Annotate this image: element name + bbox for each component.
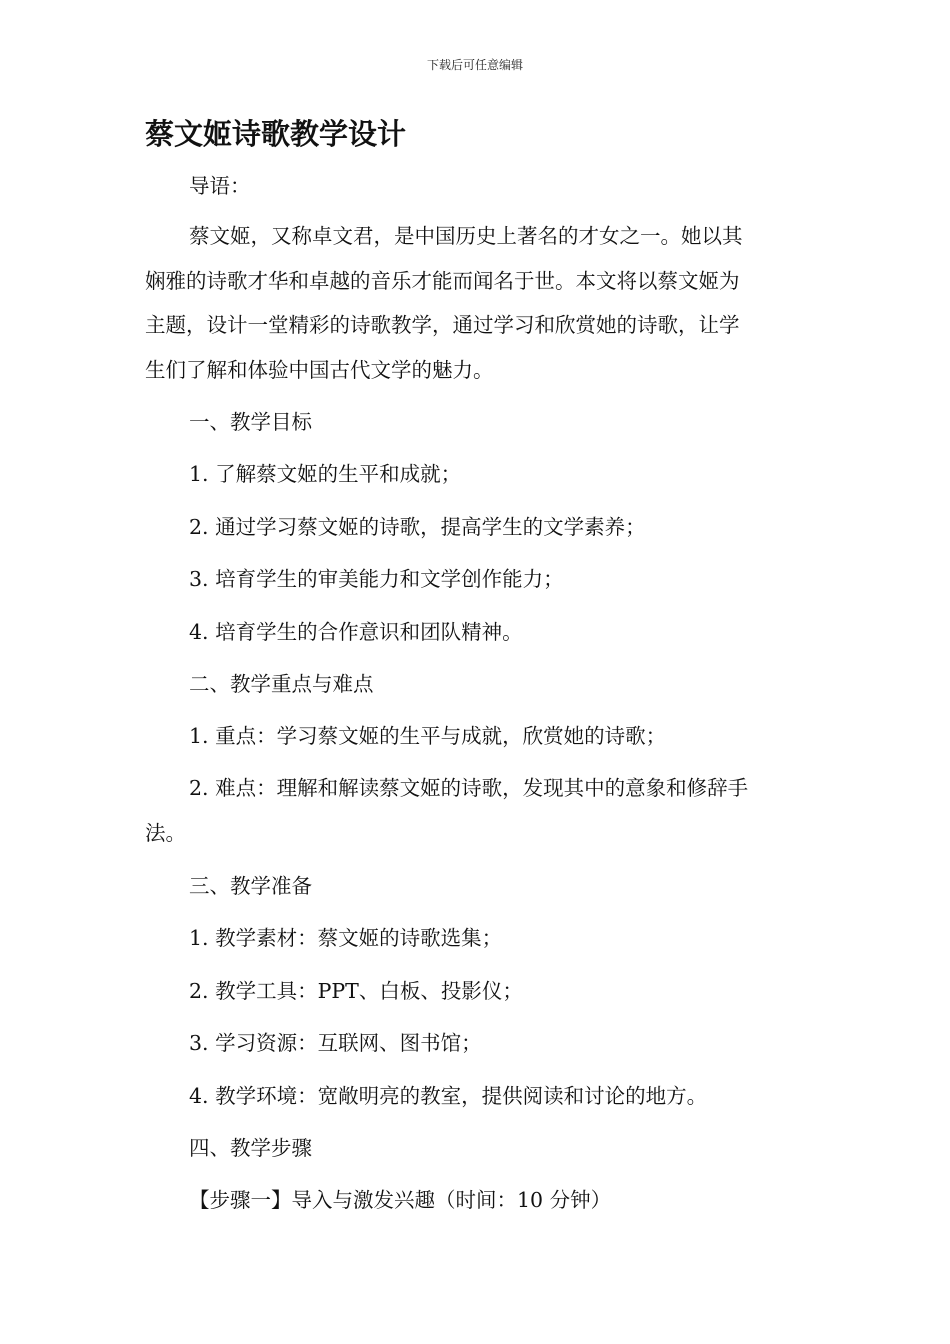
section-1-item: 1. 了解蔡文姬的生平和成就； [189, 462, 462, 486]
section-4-heading: 四、教学步骤 [189, 1136, 312, 1160]
section-2-item: 2. 难点：理解和解读蔡文姬的诗歌，发现其中的意象和修辞手 [189, 776, 749, 800]
header-note: 下载后可任意编辑 [426, 58, 523, 72]
section-4-step-1: 【步骤一】导入与激发兴趣（时间：10 分钟） [189, 1188, 612, 1212]
section-1-heading: 一、教学目标 [189, 410, 312, 434]
intro-line-2: 娴雅的诗歌才华和卓越的音乐才能而闻名于世。本文将以蔡文姬为 [145, 269, 740, 293]
intro-line-1: 蔡文姬，又称卓文君，是中国历史上著名的才女之一。她以其 [189, 224, 743, 248]
section-2-item: 1. 重点：学习蔡文姬的生平与成就，欣赏她的诗歌； [189, 724, 667, 748]
intro-line-4: 生们了解和体验中国古代文学的魅力。 [145, 358, 494, 382]
section-3-item: 4. 教学环境：宽敞明亮的教室，提供阅读和讨论的地方。 [189, 1084, 708, 1108]
intro-line-3: 主题，设计一堂精彩的诗歌教学，通过学习和欣赏她的诗歌，让学 [145, 313, 740, 337]
section-1-item: 4. 培育学生的合作意识和团队精神。 [189, 620, 523, 644]
section-1-item: 3. 培育学生的审美能力和文学创作能力； [189, 567, 564, 591]
section-2-item-continuation: 法。 [145, 821, 186, 845]
section-3-item: 2. 教学工具：PPT、白板、投影仪； [189, 979, 523, 1003]
section-3-heading: 三、教学准备 [189, 874, 312, 898]
section-3-item: 1. 教学素材：蔡文姬的诗歌选集； [189, 926, 503, 950]
intro-label: 导语： [189, 174, 251, 198]
section-1-item: 2. 通过学习蔡文姬的诗歌，提高学生的文学素养； [189, 515, 646, 539]
document-title: 蔡文姬诗歌教学设计 [145, 117, 407, 151]
section-3-item: 3. 学习资源：互联网、图书馆； [189, 1031, 482, 1055]
section-2-heading: 二、教学重点与难点 [189, 672, 374, 696]
